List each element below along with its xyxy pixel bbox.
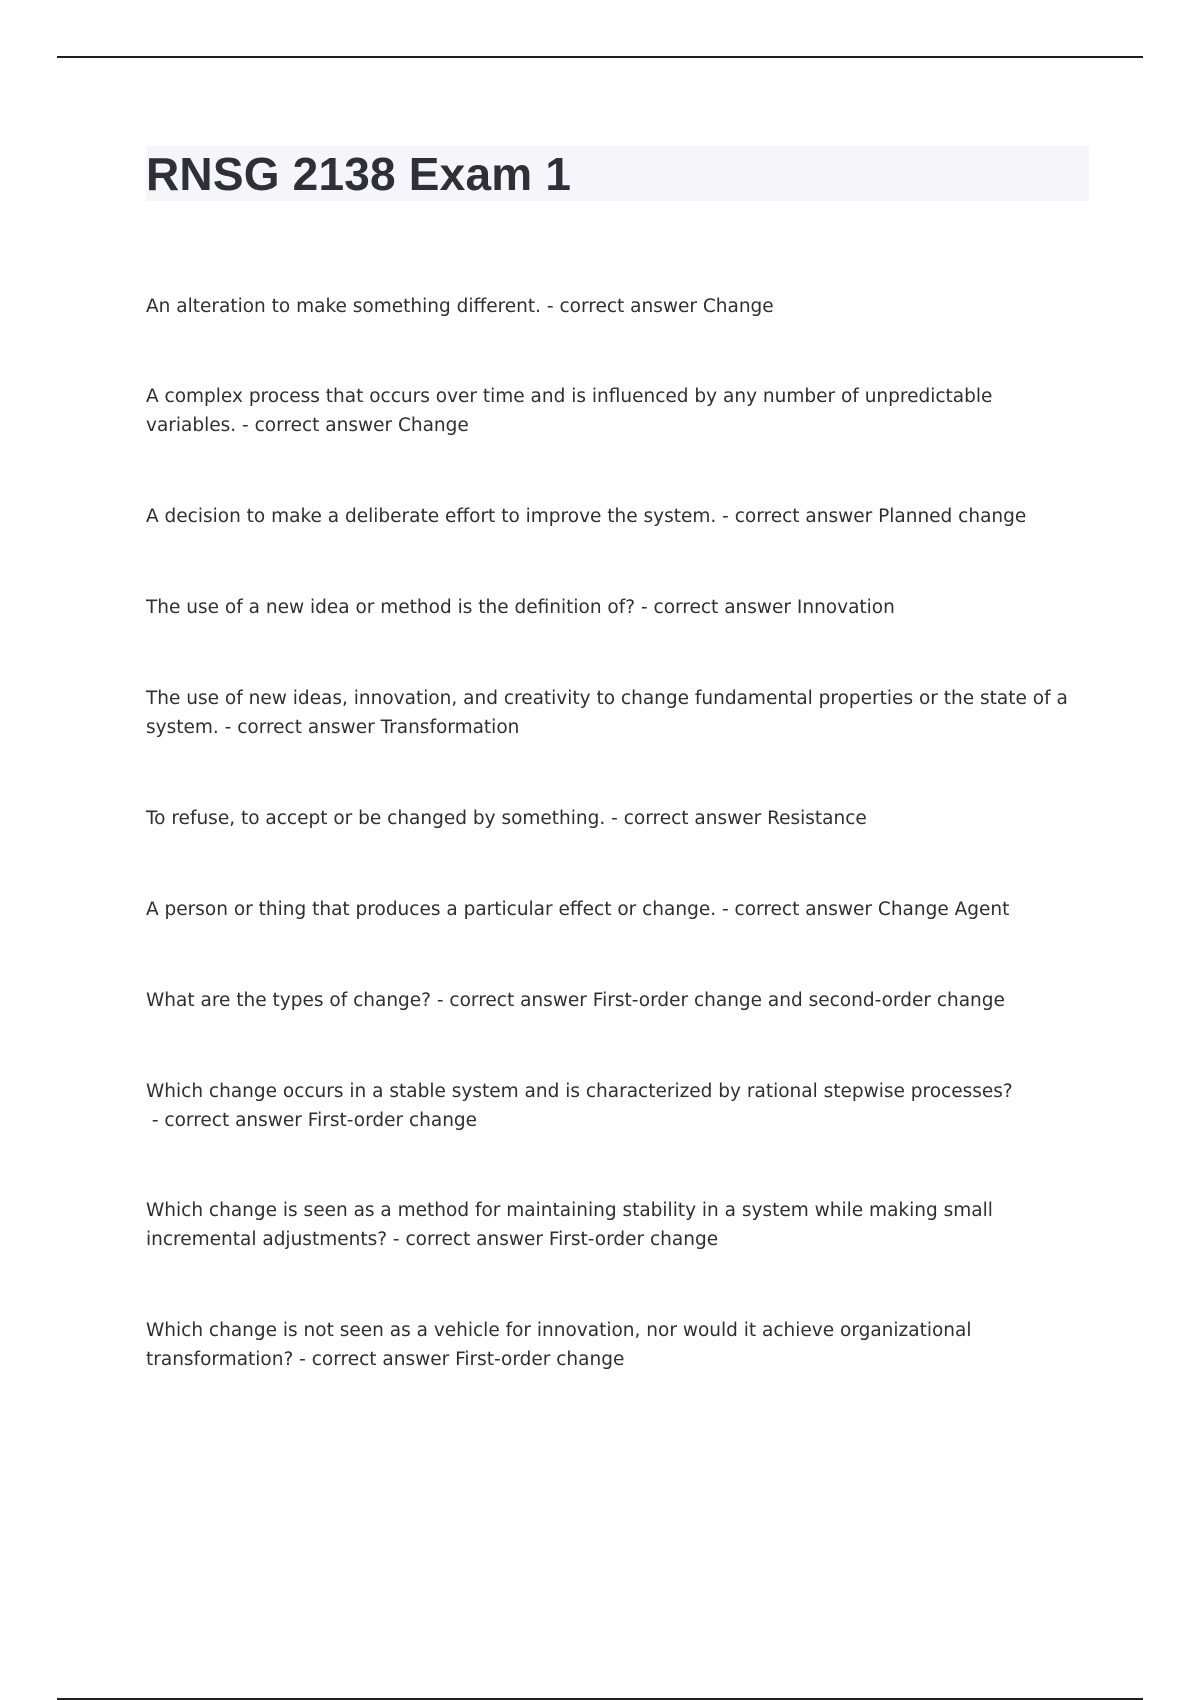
qa-item xyxy=(146,1077,1086,1135)
question-text: To refuse, to accept or be changed by something. xyxy=(146,808,606,829)
answer-separator: - correct answer xyxy=(218,717,381,738)
question-text: What are the types of change? xyxy=(146,990,431,1011)
answer-text: Change xyxy=(702,296,774,317)
question-text: The use of a new idea or method is the definition of? xyxy=(146,597,636,618)
qa-item xyxy=(146,502,1086,531)
answer-text: Innovation xyxy=(796,597,895,618)
question-text: Which change is seen as a method for maintaining stability in a system while making small incremental adjustments? xyxy=(146,1200,993,1250)
page-title: RNSG 2138 Exam 1 xyxy=(146,148,572,200)
answer-separator: - correct answer xyxy=(716,506,879,527)
answer-separator: - correct answer xyxy=(541,296,703,317)
answer-separator: - correct answer xyxy=(146,1110,308,1131)
answer-text: First-order change xyxy=(307,1110,478,1131)
answer-text: First-order change xyxy=(548,1229,719,1250)
question-text: Which change occurs in a stable system and is characterized by rational stepwise processes? xyxy=(146,1081,1013,1102)
qa-item xyxy=(146,1316,1086,1374)
answer-separator: - correct answer xyxy=(387,1229,549,1250)
answer-separator: - correct answer xyxy=(236,415,398,436)
question-text: Which change is not seen as a vehicle for innovation, nor would it achieve organizational transformation? xyxy=(146,1320,972,1370)
qa-item xyxy=(146,986,1086,1015)
qa-item xyxy=(146,804,1086,833)
answer-text: Planned change xyxy=(878,506,1027,527)
question-text: A person or thing that produces a particular effect or change. xyxy=(146,899,717,920)
qa-item xyxy=(146,895,1086,924)
answer-text: Change Agent xyxy=(877,899,1010,920)
top-rule xyxy=(57,56,1143,58)
question-text: A complex process that occurs over time and is influenced by any number of unpredictable variables. xyxy=(146,386,993,436)
answer-text: First-order change and second-order change xyxy=(592,990,1005,1011)
answer-text: Resistance xyxy=(767,808,867,829)
question-text: An alteration to make something different. xyxy=(146,296,542,317)
qa-item xyxy=(146,1196,1086,1254)
answer-separator: - correct answer xyxy=(293,1349,456,1370)
question-text: The use of new ideas, innovation, and creativity to change fundamental properties or the state of a system. xyxy=(146,688,1068,738)
answer-separator: - correct answer xyxy=(431,990,593,1011)
qa-item xyxy=(146,382,1086,440)
answer-separator: - correct answer xyxy=(635,597,797,618)
qa-item xyxy=(146,593,1086,622)
answer-separator: - correct answer xyxy=(716,899,878,920)
question-text: A decision to make a deliberate effort to improve the system. xyxy=(146,506,717,527)
answer-text: First-order change xyxy=(455,1349,625,1370)
qa-item xyxy=(146,292,1086,321)
answer-separator: - correct answer xyxy=(605,808,768,829)
qa-item xyxy=(146,684,1086,742)
answer-text: Transformation xyxy=(380,717,520,738)
answer-text: Change xyxy=(397,415,469,436)
